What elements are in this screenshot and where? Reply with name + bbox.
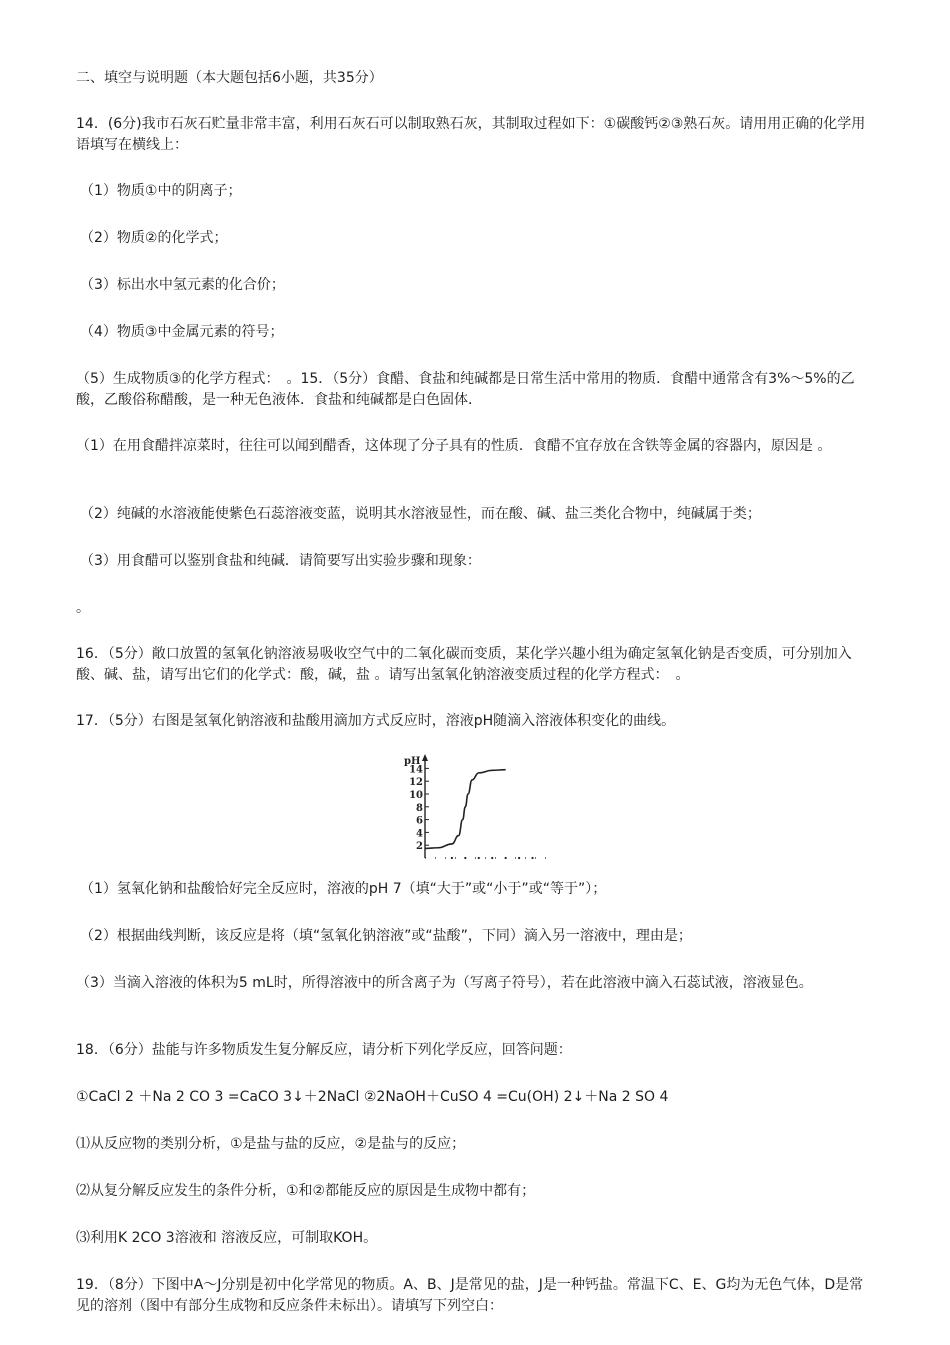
- q14-part-2: （2）物质②的化学式；: [80, 230, 228, 246]
- ph-curve-line: [425, 770, 506, 849]
- y-axis-label: pH: [404, 756, 421, 767]
- q15-part-2: （2）纯碱的水溶液能使紫色石蕊溶液变蓝，说明其水溶液显性，而在酸、碱、盐三类化合物中，纯碱属于类；: [80, 506, 761, 522]
- y-tick-label: 12: [409, 777, 423, 789]
- q16-text: 16．（5分）敞口放置的氢氧化钠溶液易吸收空气中的二氧化碳而变质，某化学兴趣小组为确定氢氧化钠是否变质，可分别加入酸、碱、盐，请写出它们的化学式：酸，碱，盐 。请写出氢氧化钠溶液变质过程的化学方程式： 。: [76, 646, 852, 683]
- chart-x-dots: [451, 857, 534, 859]
- y-tick-label: 8: [416, 802, 423, 814]
- q19-stem: 19．（8分）下图中A～J分别是初中化学常见的物质。A、B、J是常见的盐，J是一种钙盐。常温下C、E、G均为无色气体，D是常见的溶剂（图中有部分生成物和反应条件未标出）。请填写下列空白：: [76, 1277, 864, 1314]
- q18-part-3: ⑶利用K 2CO 3溶液和 溶液反应，可制取KOH。: [76, 1230, 378, 1246]
- x-tick-dot: [491, 857, 493, 859]
- x-tick-dot: [464, 857, 466, 859]
- q14-stem: 14．(6分)我市石灰石贮量非常丰富，利用石灰石可以制取熟石灰，其制取过程如下：①碳酸钙②③熟石灰。请用用正确的化学用语填写在横线上：: [76, 116, 866, 153]
- q18-equations: ①CaCl 2 ＋Na 2 CO 3 =CaCO 3↓＋2NaCl ②2NaOH＋CuSO 4 =Cu(OH) 2↓＋Na 2 SO 4: [76, 1089, 669, 1105]
- y-tick-label: 4: [416, 828, 423, 840]
- q14-part-4: （4）物质③中金属元素的符号；: [80, 324, 284, 340]
- chart-axes: [404, 754, 546, 858]
- q17-part-1: （1）氢氧化钠和盐酸恰好完全反应时，溶液的pH 7（填“大于”或“小于”或“等于”）；: [80, 881, 607, 897]
- q18-part-1: ⑴从反应物的类别分析，①是盐与盐的反应，②是盐与的反应；: [76, 1136, 466, 1152]
- y-tick-label: 14: [409, 764, 423, 776]
- q14-part-3: （3）标出水中氢元素的化合价；: [80, 277, 285, 293]
- q15-part-3: （3）用食醋可以鉴别食盐和纯碱．请简要写出实验步骤和现象：: [80, 553, 481, 569]
- x-tick-dot: [451, 857, 453, 859]
- x-tick-dot: [531, 857, 533, 859]
- x-tick-dot: [505, 857, 507, 859]
- q18-stem: 18．（6分）盐能与许多物质发生复分解反应，请分析下列化学反应，回答问题：: [76, 1042, 572, 1058]
- q15-answer-end: 。: [76, 600, 90, 616]
- x-tick-dot: [478, 857, 480, 859]
- x-tick-dot: [518, 857, 520, 859]
- q14-part-5-q15-stem: （5）生成物质③的化学方程式： 。15．（5分）食醋、食盐和纯碱都是日常生活中常用的物质．食醋中通常含有3%～5%的乙酸，乙酸俗称醋酸，是一种无色液体．食盐和纯碱都是白色固体．: [76, 371, 855, 408]
- q15-part-1: （1）在用食醋拌凉菜时，往往可以闻到醋香，这体现了分子具有的性质．食醋不宜存放在含铁等金属的容器内，原因是 。: [76, 438, 832, 454]
- ph-curve-chart: [398, 752, 548, 864]
- y-tick-label: 10: [409, 790, 423, 801]
- y-tick-label: 6: [416, 815, 423, 827]
- y-tick-label: 2: [416, 841, 423, 853]
- y-axis-arrow: [422, 754, 428, 761]
- q14-part-1: （1）物质①中的阴离子；: [80, 183, 242, 199]
- q17-part-3: （3）当滴入溶液的体积为5 mL时，所得溶液中的所含离子为（写离子符号），若在此溶液中滴入石蕊试液，溶液显色。: [76, 975, 813, 991]
- q17-stem: 17．（5分）右图是氢氧化钠溶液和盐酸用滴加方式反应时，溶液pH随滴入溶液体积变化的曲线。: [76, 713, 676, 729]
- section-title: 二、填空与说明题（本大题包括6小题，共35分）: [76, 70, 383, 86]
- chart-y-ticks: [409, 764, 429, 852]
- q17-part-2: （2）根据曲线判断，该反应是将（填“氢氧化钠溶液”或“盐酸”，下同）滴入另一溶液中，理由是；: [80, 928, 692, 944]
- q18-part-2: ⑵从复分解反应发生的条件分析，①和②都能反应的原因是生成物中都有；: [76, 1183, 536, 1199]
